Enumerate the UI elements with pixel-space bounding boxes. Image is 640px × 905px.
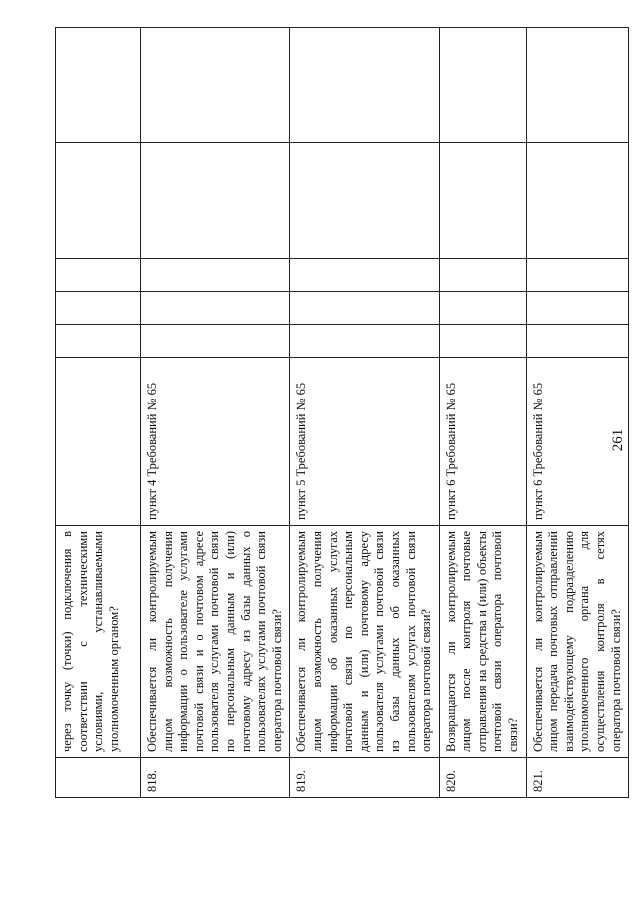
notes-cell bbox=[141, 143, 290, 259]
row-basis bbox=[56, 358, 141, 526]
extra-cell bbox=[141, 28, 290, 143]
answer-no-cell bbox=[526, 292, 629, 325]
table-row bbox=[56, 28, 141, 798]
answer-na-cell bbox=[141, 259, 290, 292]
row-question: Возвращаются ли контролируемым лицом после контроля почтовые отправления на средства и (или) объекты почтовой связи оператора почтовой связи? bbox=[439, 526, 526, 758]
row-basis: пункт 6 Требований № 65 bbox=[439, 358, 526, 526]
answer-no-cell bbox=[141, 292, 290, 325]
table-row bbox=[141, 28, 290, 798]
extra-cell bbox=[439, 28, 526, 143]
extra-cell bbox=[290, 28, 439, 143]
notes-cell bbox=[56, 143, 141, 259]
table-row bbox=[439, 28, 526, 798]
notes-cell bbox=[290, 143, 439, 259]
row-question: через точку (точки) подключения в соответствии с техническими условиями, устанавливаемыми уполномоченным органом? bbox=[56, 526, 141, 758]
answer-yes-cell bbox=[439, 325, 526, 358]
row-number bbox=[56, 758, 141, 798]
row-question: Обеспечивается ли контролируемым лицом возможность получения информации о пользователе услугами почтовой связи и о почтовом адресе пользователя услугами почтовой связи по персональным данным и (или) почтовому адресу из базы данных о пользователях услугами почтовой связи оператора почтовой связи? bbox=[141, 526, 290, 758]
row-number: 820. bbox=[439, 758, 526, 798]
table-row bbox=[290, 28, 439, 798]
row-number: 821. bbox=[526, 758, 629, 798]
answer-na-cell bbox=[290, 259, 439, 292]
row-question: Обеспечивается ли контролируемым лицом передача почтовых отправлений взаимодействующему подразделению уполномоченного органа для осуществления контроля в сетях оператора почтовой связи? bbox=[526, 526, 629, 758]
row-number: 819. bbox=[290, 758, 439, 798]
answer-na-cell bbox=[56, 259, 141, 292]
row-basis: пункт 5 Требований № 65 bbox=[290, 358, 439, 526]
answer-na-cell bbox=[439, 259, 526, 292]
answer-na-cell bbox=[526, 259, 629, 292]
extra-cell bbox=[526, 28, 629, 143]
answer-yes-cell bbox=[290, 325, 439, 358]
answer-no-cell bbox=[290, 292, 439, 325]
row-question: Обеспечивается ли контролируемым лицом возможность получения информации об оказанных услугах почтовой связи по персональным данным и (или) почтовому адресу пользователя услугами почтовой связи из базы данных об оказанных пользователям услугах почтовой связи оператора почтовой связи? bbox=[290, 526, 439, 758]
answer-yes-cell bbox=[56, 325, 141, 358]
table-row bbox=[526, 28, 629, 798]
answer-yes-cell bbox=[526, 325, 629, 358]
notes-cell bbox=[439, 143, 526, 259]
checklist-table bbox=[55, 27, 629, 798]
answer-yes-cell bbox=[141, 325, 290, 358]
page-number-text: 261 bbox=[610, 428, 626, 452]
answer-no-cell bbox=[56, 292, 141, 325]
row-number: 818. bbox=[141, 758, 290, 798]
answer-no-cell bbox=[439, 292, 526, 325]
extra-cell bbox=[56, 28, 141, 143]
row-basis: пункт 4 Требований № 65 bbox=[141, 358, 290, 526]
row-basis: пункт 6 Требований № 65 bbox=[526, 358, 629, 526]
notes-cell bbox=[526, 143, 629, 259]
